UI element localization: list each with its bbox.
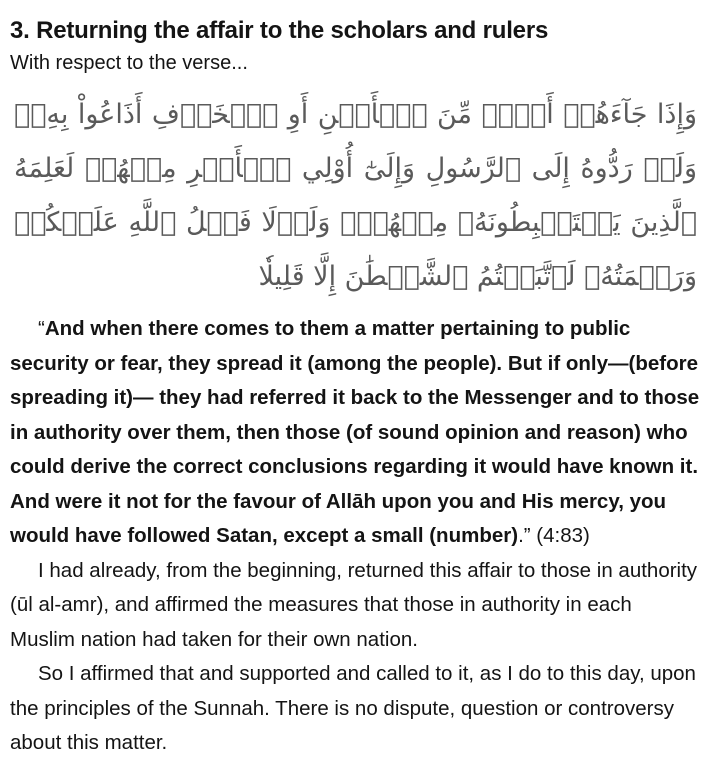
section-heading: 3. Returning the affair to the scholars and rulers: [10, 17, 549, 44]
intro-text: With respect to the verse...: [10, 52, 248, 74]
close-quote: .”: [518, 524, 531, 547]
arabic-verse: وَإِذَا جَآءَهُمۡ أَمۡرٞ مِّنَ ٱلۡأَمۡنِ أَوِ ٱلۡخَوۡفِ أَذَاعُواْ بِهِۦۖ وَلَوۡ رَدُّوهُ إِلَى ٱلرَّسُولِ وَإِلَىٰٓ أُوْلِي ٱلۡأَمۡرِ مِنۡهُمۡ لَعَلِمَهُ ٱلَّذِينَ يَسۡتَنۢبِطُونَهُۥ مِنۡهُمۡۗ وَلَوۡلَا فَضۡلُ ٱللَّهِ عَلَيۡكُمۡ وَرَحۡمَتُهُۥ لَٱتَّبَعۡتُمُ ٱلشَّيۡطَٰنَ إِلَّا قَلِيلٗا: [14, 99, 697, 292]
translation-text: And when there comes to them a matter pertaining to public security or fear, they spread it (among the people). But if only—(before spreading it)— they had referred it back to the Messenger and to those in authority over them, then those (of sound opinion and reason) who could derive the correct conclusions regarding it would have known it. And were it not for the favour of Allāh upon you and His mercy, you would have followed Satan, except a small (number): [10, 317, 700, 547]
verse-translation: [10, 312, 701, 554]
verse-reference: (4:83): [530, 524, 590, 547]
body-paragraph: I had already, from the beginning, returned this affair to those in authority (ūl al-amr), and affirmed the measures that those in authority in each Muslim nation had taken for their own nation.: [10, 558, 698, 651]
body-paragraph: So I affirmed that and supported and called to it, as I do to this day, upon the principles of the Sunnah. There is no dispute, question or controversy about this matter.: [10, 662, 696, 754]
open-quote: “: [38, 317, 45, 340]
